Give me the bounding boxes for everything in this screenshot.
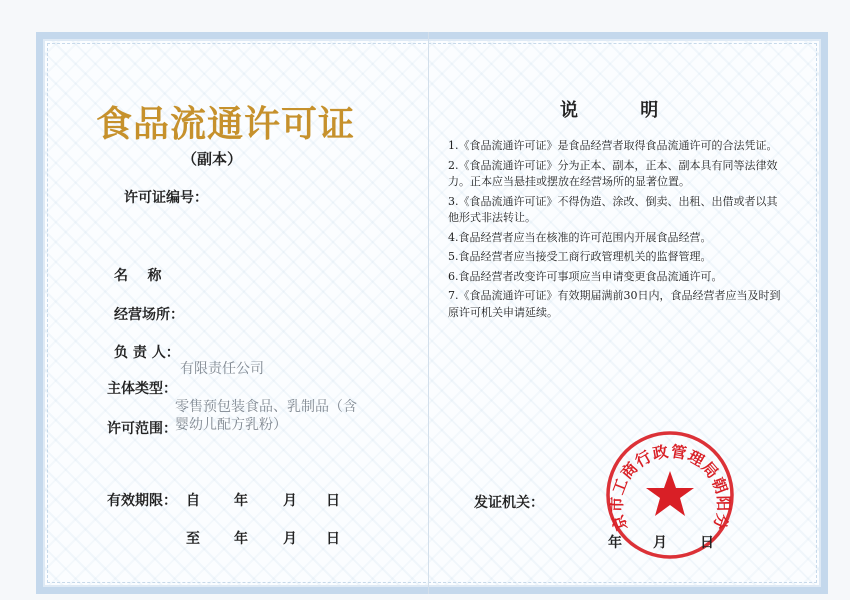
date-from-label: 自 [186, 493, 200, 509]
note-item: 3.《食品流通许可证》不得伪造、涂改、倒卖、出租、出借或者以其他形式非法转让。 [448, 194, 778, 224]
validity-label: 有效期限： [107, 493, 177, 509]
seal-text: 京市工商行政管理局朝阳分 [606, 441, 734, 533]
issuing-authority-label: 发证机关： [474, 495, 544, 511]
star-icon [646, 471, 694, 516]
note-item: 5.食品经营者应当接受工商行政管理机关的监督管理。 [448, 250, 712, 263]
name-label: 名 称 [114, 268, 162, 284]
note-item: 6.食品经营者改变许可事项应当申请变更食品流通许可。 [448, 269, 723, 283]
date-from-year: 年 [234, 493, 248, 509]
notes-title: 说 明 [560, 100, 687, 121]
fold-line [428, 32, 429, 594]
scope-label: 许可范围： [107, 421, 177, 437]
notes-list [448, 138, 786, 324]
copy-label: （副本） [182, 150, 243, 168]
date-from-month: 月 [283, 493, 297, 509]
note-item: 7.《食品流通许可证》有效期届满前30日内，食品经营者应当及时到原许可机关申请延续。 [448, 289, 781, 319]
note-item: 2.《食品流通许可证》分为正本、副本，正本、副本具有同等法律效力。正本应当悬挂或摆放在经营场所的显著位置。 [448, 158, 778, 188]
note-item: 1.《食品流通许可证》是食品经营者取得食品流通许可的合法凭证。 [448, 139, 778, 152]
license-number-label: 许可证编号： [124, 190, 208, 206]
issue-year: 年 [608, 535, 622, 551]
entity-type-value: 有限责任公司 [180, 361, 264, 377]
date-to-day: 日 [326, 531, 340, 547]
address-label: 经营场所： [114, 307, 184, 323]
note-item: 4.食品经营者应当在核准的许可范围内开展食品经营。 [448, 230, 712, 244]
entity-type-label: 主体类型： [107, 381, 177, 397]
date-to-year: 年 [234, 531, 248, 547]
license-title: 食品流通许可证 [96, 103, 356, 145]
issue-day: 日 [700, 535, 714, 551]
date-from-day: 日 [326, 493, 340, 509]
scope-value-line2: 婴幼儿配方乳粉） [175, 417, 287, 433]
issue-month: 月 [653, 535, 667, 551]
scope-value-line1: 零售预包装食品、乳制品（含 [175, 399, 357, 415]
date-to-label: 至 [186, 531, 200, 547]
responsible-person-label: 负 责 人： [114, 345, 180, 361]
date-to-month: 月 [283, 531, 297, 547]
